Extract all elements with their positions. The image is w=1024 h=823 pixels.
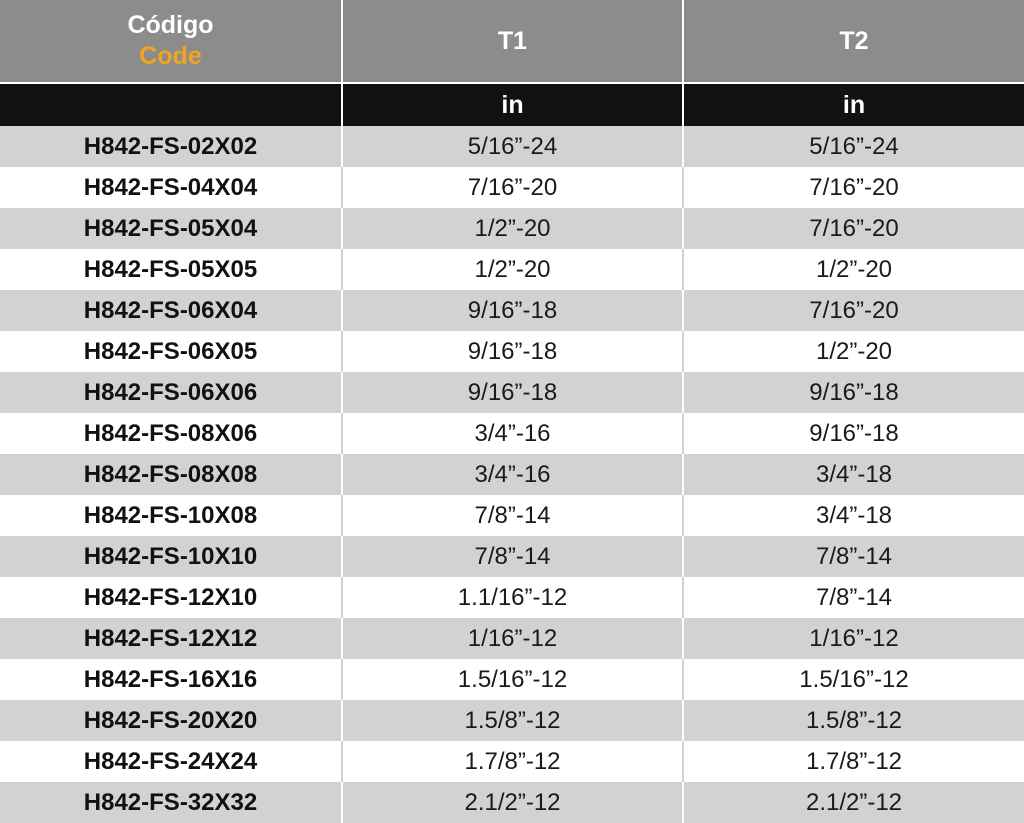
table-row	[0, 413, 1024, 454]
cell-t2: 1.5/8”-12	[683, 700, 1024, 741]
unit-code	[0, 83, 342, 126]
cell-code: H842-FS-12X12	[0, 618, 342, 659]
unit-t1: in	[342, 83, 683, 126]
unit-row	[0, 83, 1024, 126]
cell-t1: 9/16”-18	[342, 290, 683, 331]
cell-t1: 9/16”-18	[342, 372, 683, 413]
header-t1: T1	[342, 0, 683, 83]
header-row	[0, 0, 1024, 83]
table-row	[0, 495, 1024, 536]
table-row	[0, 700, 1024, 741]
table-row	[0, 454, 1024, 495]
cell-code: H842-FS-12X10	[0, 577, 342, 618]
table-row	[0, 167, 1024, 208]
cell-t1: 3/4”-16	[342, 413, 683, 454]
cell-code: H842-FS-16X16	[0, 659, 342, 700]
cell-t1: 1.5/8”-12	[342, 700, 683, 741]
header-code	[0, 0, 342, 83]
cell-code: H842-FS-06X05	[0, 331, 342, 372]
table-row	[0, 782, 1024, 823]
cell-t2: 1/2”-20	[683, 331, 1024, 372]
cell-code: H842-FS-04X04	[0, 167, 342, 208]
cell-t2: 7/8”-14	[683, 577, 1024, 618]
table-row	[0, 659, 1024, 700]
cell-t2: 5/16”-24	[683, 126, 1024, 167]
header-t2: T2	[683, 0, 1024, 83]
table-row	[0, 741, 1024, 782]
cell-code: H842-FS-08X06	[0, 413, 342, 454]
cell-code: H842-FS-06X06	[0, 372, 342, 413]
cell-t2: 9/16”-18	[683, 372, 1024, 413]
cell-t1: 3/4”-16	[342, 454, 683, 495]
cell-code: H842-FS-20X20	[0, 700, 342, 741]
cell-code: H842-FS-02X02	[0, 126, 342, 167]
table-row	[0, 249, 1024, 290]
cell-t2: 3/4”-18	[683, 495, 1024, 536]
table-row	[0, 290, 1024, 331]
table-row	[0, 208, 1024, 249]
cell-t2: 1.5/16”-12	[683, 659, 1024, 700]
table-row	[0, 577, 1024, 618]
cell-code: H842-FS-24X24	[0, 741, 342, 782]
cell-t1: 5/16”-24	[342, 126, 683, 167]
table-row	[0, 372, 1024, 413]
cell-code: H842-FS-32X32	[0, 782, 342, 823]
cell-code: H842-FS-06X04	[0, 290, 342, 331]
cell-t1: 1.1/16”-12	[342, 577, 683, 618]
table-row	[0, 331, 1024, 372]
cell-code: H842-FS-05X04	[0, 208, 342, 249]
cell-t1: 1/16”-12	[342, 618, 683, 659]
cell-code: H842-FS-10X08	[0, 495, 342, 536]
cell-t2: 2.1/2”-12	[683, 782, 1024, 823]
header-code-pt: Código	[127, 11, 214, 39]
table-row	[0, 536, 1024, 577]
cell-t1: 1.5/16”-12	[342, 659, 683, 700]
cell-code: H842-FS-08X08	[0, 454, 342, 495]
header-code-en: Code	[139, 42, 202, 70]
cell-t2: 1/16”-12	[683, 618, 1024, 659]
cell-t1: 7/16”-20	[342, 167, 683, 208]
cell-t1: 7/8”-14	[342, 536, 683, 577]
table-header	[0, 0, 1024, 126]
unit-t2: in	[683, 83, 1024, 126]
cell-t2: 7/16”-20	[683, 208, 1024, 249]
cell-t2: 7/8”-14	[683, 536, 1024, 577]
cell-code: H842-FS-10X10	[0, 536, 342, 577]
cell-t2: 3/4”-18	[683, 454, 1024, 495]
cell-t2: 9/16”-18	[683, 413, 1024, 454]
cell-t1: 1.7/8”-12	[342, 741, 683, 782]
table-body	[0, 126, 1024, 823]
cell-code: H842-FS-05X05	[0, 249, 342, 290]
cell-t1: 1/2”-20	[342, 249, 683, 290]
cell-t2: 7/16”-20	[683, 290, 1024, 331]
cell-t2: 1.7/8”-12	[683, 741, 1024, 782]
table-row	[0, 618, 1024, 659]
cell-t2: 7/16”-20	[683, 167, 1024, 208]
cell-t1: 9/16”-18	[342, 331, 683, 372]
cell-t1: 1/2”-20	[342, 208, 683, 249]
cell-t1: 2.1/2”-12	[342, 782, 683, 823]
header-code-label	[0, 10, 341, 72]
cell-t2: 1/2”-20	[683, 249, 1024, 290]
table-row	[0, 126, 1024, 167]
cell-t1: 7/8”-14	[342, 495, 683, 536]
